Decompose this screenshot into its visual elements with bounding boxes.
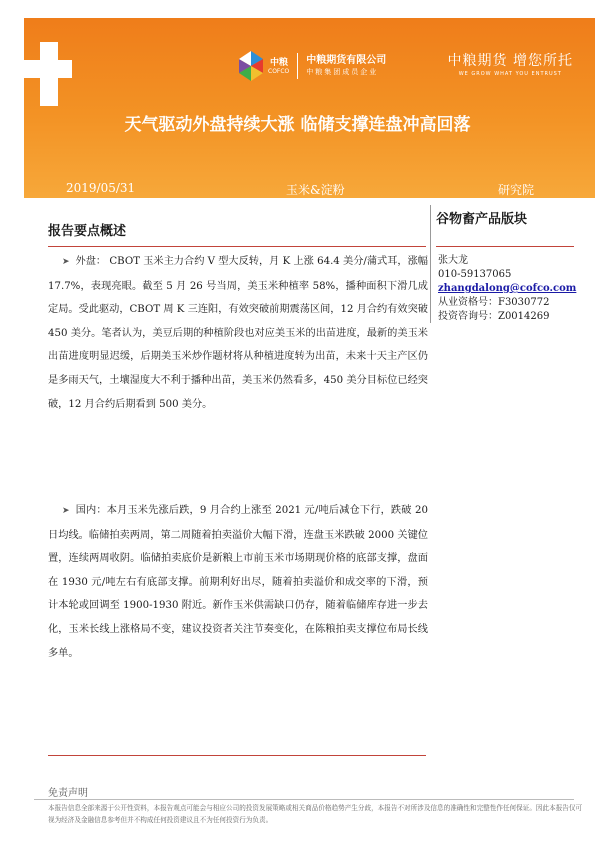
logo-en-text: COFCO — [268, 67, 290, 75]
summary-paragraph-foreign — [48, 250, 428, 416]
slogan — [448, 50, 573, 77]
disclaimer-heading: 免责声明 — [48, 788, 88, 799]
cofco-logo-icon — [234, 49, 268, 83]
analyst-email-link[interactable]: zhangdalong@cofco.com — [438, 283, 577, 294]
report-category: 玉米&淀粉 — [286, 183, 345, 197]
paragraph-text: 外盘： CBOT 玉米主力合约 V 型大反转，月 K 上涨 64.4 美分/蒲式耳，涨幅 17.7%，表现亮眼。截至 5 月 26 号当周，美玉米种植率 58%，播种面积下滑几成定局。受此驱动，CBOT 周 K 三连阳，有效突破前期震荡区间，12 月合约有效突破 450 美分。笔者认为，美豆后期的种植阶段也对应美玉米的出苗进度，最新的美玉米出苗进度明显迟缓，后期美玉米炒作题材将从种植进度转为出苗，未来十天主产区仍是多雨天气，土壤湿度大不利于播种出苗，美玉米仍然看多，450 美分目标位已经突破，12 月合约后期看到 500 美分。 — [48, 256, 428, 410]
report-date: 2019/05/31 — [66, 181, 136, 195]
bullet-arrow-icon: ➤ — [62, 257, 70, 267]
slogan-en: WE GROW WHAT YOU ENTRUST — [458, 71, 562, 77]
summary-paragraph-domestic — [48, 499, 428, 665]
disclaimer-rule — [34, 799, 574, 800]
company-name: 中粮期货有限公司 — [306, 55, 387, 66]
analyst-license: 从业资格号：F3030772 — [438, 297, 550, 308]
report-title: 天气驱动外盘持续大涨 临储支撑连盘冲高回落 — [124, 115, 471, 135]
analyst-name: 张大龙 — [438, 255, 468, 266]
group-member-text: 中粮集团成员企业 — [306, 68, 379, 76]
sector-rule — [436, 246, 574, 247]
summary-heading: 报告要点概述 — [48, 224, 127, 239]
slogan-cn: 中粮期货 增您所托 — [447, 53, 573, 69]
analyst-info — [438, 254, 576, 324]
disclaimer-text: 本报告信息全部来源于公开性资料，本报告观点可能会与相应公司的投资发展策略或相关商品价格趋势产生分歧，本报告不对所涉及信息的准确性和完整性作任何保证。因此本报告仅可视为经济及金融信息参考但并不构成任何投资建议且不为任何投资行为负责。 — [48, 804, 583, 824]
paragraph-text: 国内：本月玉米先涨后跌，9 月合约上涨至 2021 元/吨后减仓下行，跌破 20 日均线。临储拍卖两周，第二周随着拍卖溢价大幅下滑，连盘玉米跌破 2000 关键位置，连续两周收阴。临储拍卖底价是新粮上市前玉米市场期现价格的底部支撑，盘面在 1930 元/吨左右有底部支撑。前期利好出尽，随着拍卖溢价和成交率的下滑，预计本轮或回调至 1900-1930 附近。新作玉米供需缺口仍存，随着临储库存进一步去化，玉米长线上涨格局不变，建议投资者关注节奏变化，在陈粮拍卖支撑位布局长线多单。 — [48, 505, 428, 659]
plus-decoration-icon — [24, 30, 94, 120]
analyst-phone: 010-59137065 — [438, 269, 512, 280]
info-bar — [24, 179, 595, 198]
bullet-arrow-icon: ➤ — [62, 506, 70, 516]
logo-cn-text: 中粮 — [270, 57, 289, 68]
summary-rule — [48, 246, 426, 247]
logo-divider — [297, 53, 298, 79]
company-logo — [234, 46, 386, 86]
sector-heading: 谷物畜产品版块 — [436, 212, 528, 227]
column-divider — [430, 205, 431, 323]
summary-end-rule — [48, 755, 426, 756]
report-banner — [24, 18, 595, 198]
analyst-advisor-number: 投资咨询号：Z0014269 — [438, 311, 550, 322]
report-institute: 研究院 — [498, 183, 535, 197]
